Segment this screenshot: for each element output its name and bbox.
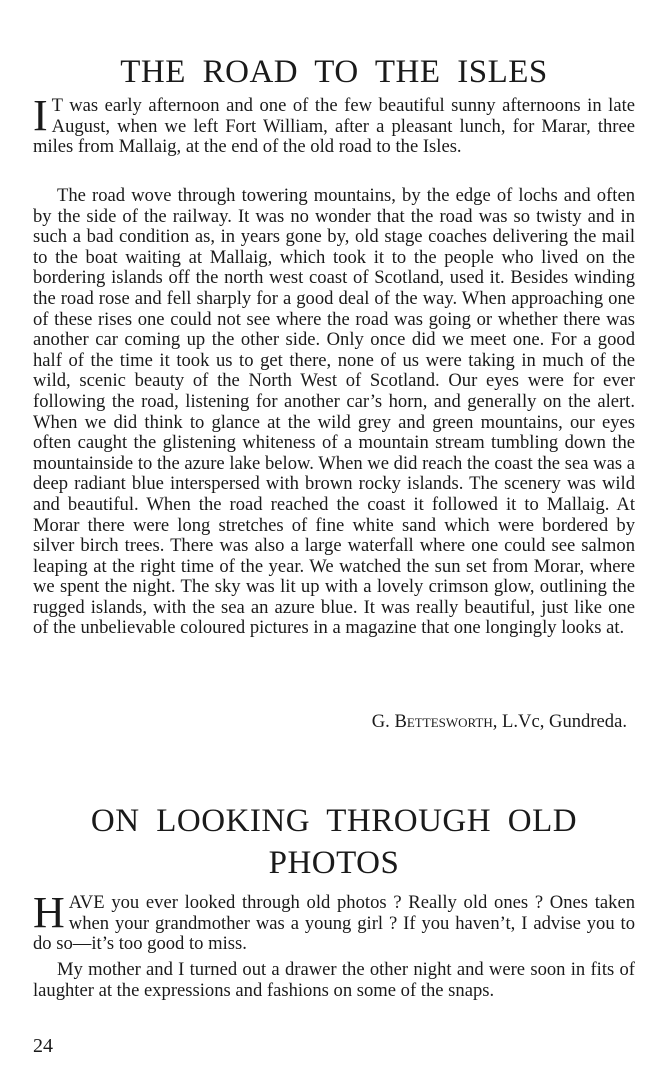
drop-cap: I: [33, 91, 48, 140]
drop-cap: H: [33, 888, 65, 937]
article-title-road-to-the-isles: THE ROAD TO THE ISLES: [120, 54, 548, 90]
title-line-1: ON LOOKING THROUGH OLD: [90, 803, 578, 839]
author-form-house: , L.Vc, Gundreda.: [492, 711, 627, 732]
article-title-old-photos: [33, 800, 635, 884]
paragraph-text: AVE you ever looked through old photos ? Really old ones ? Ones taken when your grandmother was a young girl ? If you haven’t, I advise you to do so—it’s too good to miss.: [33, 892, 635, 955]
title-line-2: PHOTOS: [268, 845, 400, 881]
article2-paragraph-1: [33, 888, 635, 955]
article1-paragraph-2: The road wove through towering mountains, by the edge of lochs and often by the side of the railway. It was no wonder that the road was so twisty and in such a bad condition as, in years gone by, old stage coaches delivering the mail to the boat waiting at Mallaig, which took it to the people who lived on the bordering islands off the north west coast of Scotland, used it. Besides winding the road rose and fell sharply for a good deal of the way. When approaching one of these rises one could not see where the road was going or whether there was another car coming up the other side. Only once did we meet one. For a good half of the time it took us to get there, none of us were taking in much of the wild, scenic beauty of the North West of Scotland. Our eyes were for ever following the road, listening for another car’s horn, and generally on the alert. When we did think to glance at the wild grey and green mountains, our eyes often caught the glistening whiteness of a mountain stream tumbling down the mountainside to the azure lake below. When we did reach the coast the sea was a deep radiant blue interspersed with brown rocky islands. The scenery was wild and beautiful. When the road reached the coast it followed it to Mallaig. At Morar there were long stretches of fine white sand which were bordered by silver birch trees. There was also a large waterfall where one could see salmon leaping at the right time of the year. We watched the sun set from Morar, where we spent the night. The sky was lit up with a lovely crimson glow, outlining the rugged islands, with the sea an azure blue. It was really beautiful, just like one of the unbelievable coloured pictures in a magazine that one longingly looks at.: [33, 185, 635, 639]
article2-paragraph-2: My mother and I turned out a drawer the other night and were soon in fits of laughter at the expressions and fashions on some of the snaps.: [33, 959, 635, 1001]
page-number: 24: [33, 1035, 53, 1057]
paragraph-text: T was early afternoon and one of the few beautiful sunny afternoons in late August, when we left Fort William, after a pleasant lunch, for Marar, three miles from Mallaig, at the end of the old road to the Isles.: [33, 95, 635, 158]
article1-paragraph-1: [33, 91, 635, 158]
author-initial: G.: [371, 711, 395, 732]
author-signature: [372, 711, 627, 733]
author-surname: Bettesworth: [394, 711, 493, 732]
